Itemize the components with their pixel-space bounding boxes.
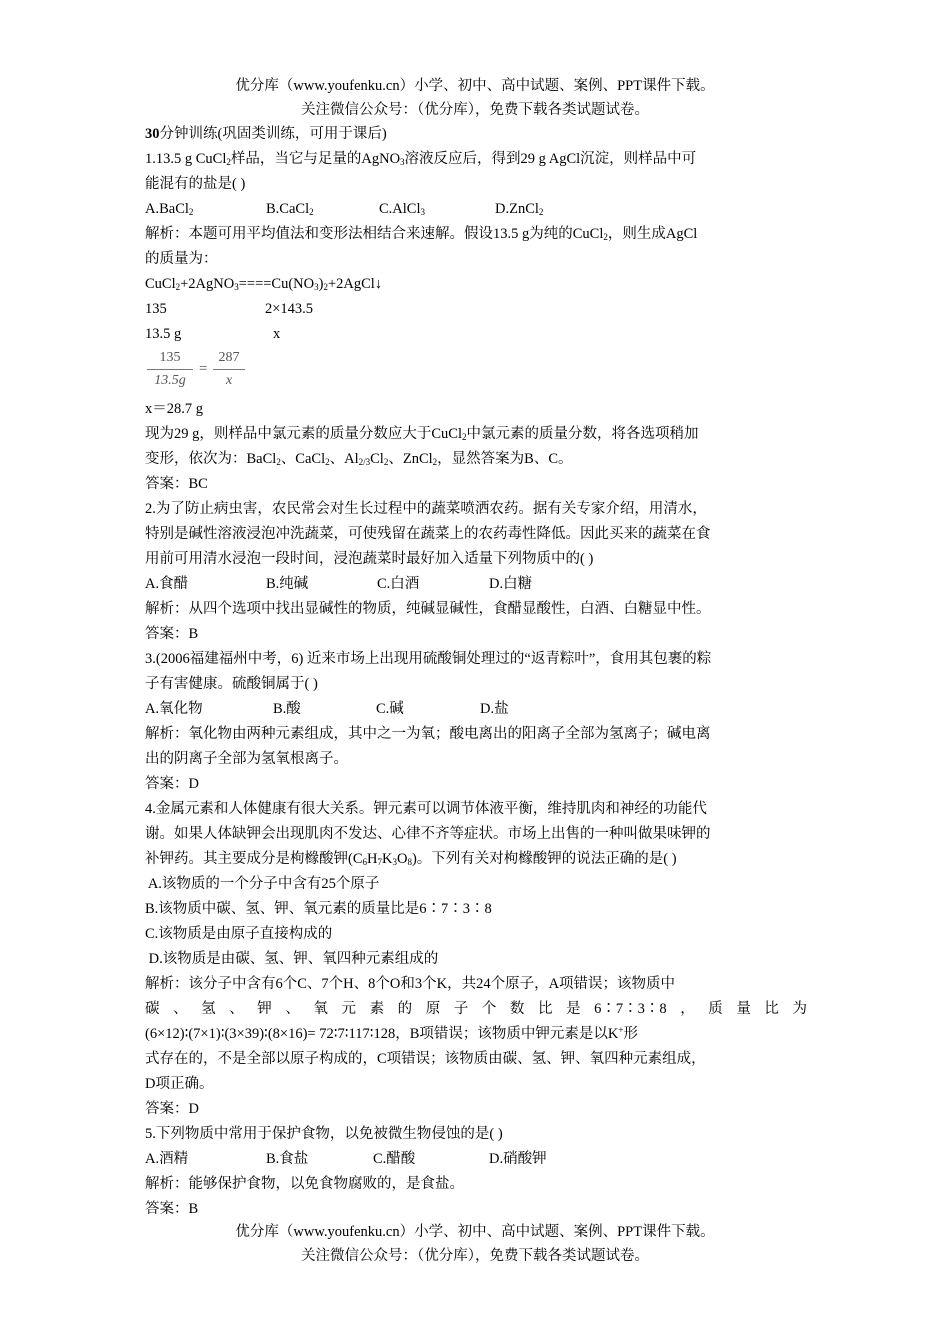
q5-option-a: A.酒精 [145,1151,189,1167]
q4-option-d: D.该物质是由碳、氢、钾、氧四种元素组成的 [145,951,439,967]
q1-fraction-left: 135 13.5g [147,347,193,392]
q5-stem: 5.下列物质中常用于保护食物，以免被微生物侵蚀的是( ) [145,1126,503,1142]
q1-mass-row-2: 13.5 g x [145,326,281,342]
q3-option-a: A.氧化物 [145,701,203,717]
q5-analysis: 解析：能够保护食物，以免食物腐败的，是食盐。 [145,1176,464,1192]
q5-option-c: C.醋酸 [373,1151,416,1167]
q1-option-d: D.ZnCl$_2$ [495,201,544,217]
document-body [145,122,807,1222]
q1-option-b: B.CaCl$_2$ [266,201,314,217]
q1-stem-line1: 1.13.5 g CuCl$_2$样品，当它与足量的AgNO$_3$溶液反应后，得到29 g AgCl沉淀，则样品中可 [145,151,697,167]
q3-options [145,697,807,722]
q4-option-c: C.该物质是由原子直接构成的 [145,926,333,942]
q2-options [145,572,807,597]
q1-reason-line2: 变形，依次为：BaCl$_2$、CaCl$_2$、$Al_{2/3}Cl_2$、ZnCl$_2$，显然答案为B、C。 [145,451,573,467]
title-text: 分钟训练(巩固类训练，可用于课后) [159,126,387,142]
q2-analysis: 解析：从四个选项中找出显碱性的物质，纯碱显碱性，食醋显酸性，白酒、白糖显中性。 [145,601,711,617]
q1-answer: 答案：BC [145,476,208,492]
q1-result: x＝28.7 g [145,401,203,417]
q1-stem-line2: 能混有的盐是( ) [145,176,246,192]
q4-answer: 答案：D [145,1101,199,1117]
q2-option-c: C.白酒 [377,576,420,592]
q2-stem-line1: 2.为了防止病虫害，农民常会对生长过程中的蔬菜喷洒农药。据有关专家介绍，用清水， [145,501,707,517]
q2-stem-line2: 特别是碱性溶液浸泡冲洗蔬菜，可使残留在蔬菜上的农药毒性降低。因此买来的蔬菜在食 [145,526,711,542]
section-title [145,122,807,147]
q1-fraction-right: 287 x [213,347,245,392]
q1-option-a: A.BaCl$_2$ [145,201,194,217]
q2-option-b: B.纯碱 [266,576,309,592]
q2-option-d: D.白糖 [489,576,533,592]
q3-option-c: C.碱 [376,701,404,717]
q1-mass-row-1: 135 2×143.5 [145,301,314,317]
page-header [0,74,950,122]
footer-line-1: 优分库（www.youfenku.cn）小学、初中、高中试题、案例、PPT课件下载。 [235,1224,715,1240]
q5-option-b: B.食盐 [266,1151,309,1167]
q2-stem-line3: 用前可用清水浸泡一段时间，浸泡蔬菜时最好加入适量下列物质中的( ) [145,551,594,567]
q4-analysis-line5: D项正确。 [145,1076,214,1092]
q4-option-b: B.该物质中碳、氢、钾、氧元素的质量比是6∶7∶3∶8 [145,901,492,917]
q4-stem-line2: 谢。如果人体缺钾会出现肌肉不发达、心律不齐等症状。市场上出售的一种叫做果味钾的 [145,826,711,842]
q1-analysis-line1: 解析：本题可用平均值法和变形法相结合来速解。假设13.5 g为纯的CuCl$_2$，则生成AgCl [145,226,698,242]
q1-options [145,197,807,222]
q4-option-a: A.该物质的一个分子中含有25个原子 [145,876,380,892]
q3-analysis-line1: 解析：氧化物由两种元素组成，其中之一为氧；酸电离出的阳离子全部为氢离子；碱电离 [145,726,711,742]
q4-analysis-line1: 解析：该分子中含有6个C、7个H、8个O和3个K，共24个原子，A项错误；该物质中 [145,976,676,992]
q5-answer: 答案：B [145,1201,199,1217]
title-number: 30 [145,126,160,142]
page-footer [0,1220,950,1268]
q4-analysis-line3: (6×12)∶(7×1)∶(3×39)∶(8×16)= 72∶7∶117∶128，B项错误；该物质中钾元素是以K+形 [145,1025,638,1042]
q1-reason-line1: 现为29 g，则样品中氯元素的质量分数应大于CuCl$_2$中氯元素的质量分数，将各选项稍加 [145,426,699,442]
q3-option-b: B.酸 [273,701,301,717]
q1-equation: $CuCl_2+2AgNO_3====Cu(NO_3)_2+2AgCl↓$ [145,276,383,292]
q4-analysis-line4: 式存在的，不是全部以原子构成的，C项错误；该物质由碳、氢、钾、氧四种元素组成， [145,1051,706,1067]
q3-stem-line2: 子有害健康。硫酸铜属于( ) [145,676,318,692]
header-line-1: 优分库（www.youfenku.cn）小学、初中、高中试题、案例、PPT课件下载。 [235,78,715,94]
q3-analysis-line2: 出的阴离子全部为氢氧根离子。 [145,751,348,767]
q4-stem-line3: 补钾药。其主要成分是枸橼酸钾$(C_6H_7K_3O_8)$。下列有关对枸橼酸钾的说法正确的是( ) [145,851,677,867]
q3-answer: 答案：D [145,776,199,792]
q5-options [145,1147,807,1172]
q2-option-a: A.食醋 [145,576,189,592]
header-line-2: 关注微信公众号：（优分库），免费下载各类试题试卷。 [301,102,649,118]
q1-option-c: C.AlCl$_3$ [379,201,425,217]
q1-analysis-line2: 的质量为： [145,251,218,267]
q2-answer: 答案：B [145,626,199,642]
q3-stem-line1: 3.(2006福建福州中考，6) 近来市场上出现用硫酸铜处理过的“返青粽叶”，食用其包裹的粽 [145,651,712,667]
q4-stem-line1: 4.金属元素和人体健康有很大关系。钾元素可以调节体液平衡，维持肌肉和神经的功能代 [145,801,707,817]
q5-option-d: D.硝酸钾 [489,1151,547,1167]
footer-line-2: 关注微信公众号：（优分库），免费下载各类试题试卷。 [301,1248,649,1264]
q1-proportion: 135 13.5g = 287 x [145,347,807,397]
q3-option-d: D.盐 [480,701,509,717]
q4-analysis-line2: 碳、氢、钾、氧元素的原子个数比是6∶7∶3∶8，质量比为 [145,1001,807,1017]
